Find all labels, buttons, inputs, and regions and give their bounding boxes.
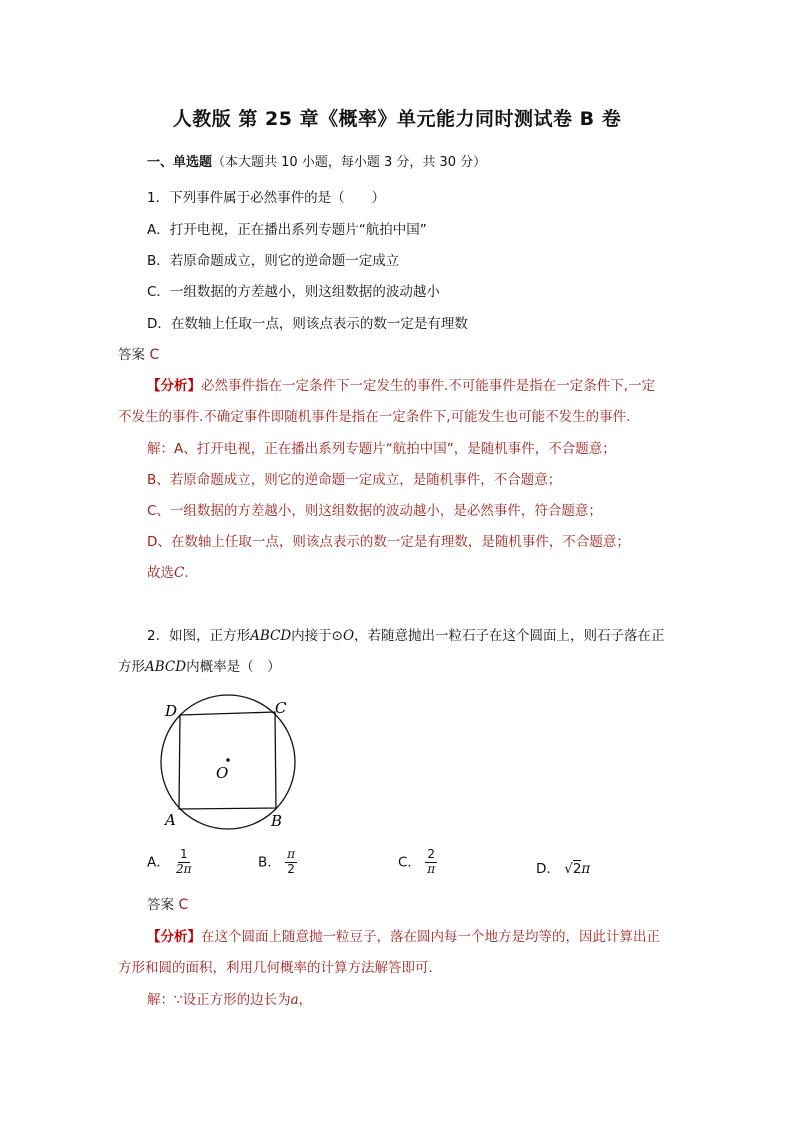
analysis-text: 必然事件指在一定条件下一定发生的事件.不可能事件是指在一定条件下,一定 <box>201 378 656 394</box>
answer-label: 答案 <box>147 897 174 913</box>
q1-option-c: C．一组数据的方差越小，则这组数据的波动越小 <box>147 284 440 300</box>
q2-option-c <box>398 848 437 877</box>
conclusion-choice: C <box>174 565 185 581</box>
solution-prefix: 解：∵设正方形的边长为 <box>147 992 291 1008</box>
q1-option-a: A．打开电视，正在播出系列专题片“航拍中国” <box>147 222 427 238</box>
q2-option-b <box>258 848 297 877</box>
q1-solution-b: B、若原命题成立，则它的逆命题一定成立，是随机事件，不合题意； <box>147 472 562 488</box>
q2-stem-part: 内接于⊙ <box>291 628 343 644</box>
q1-option-b: B．若原命题成立，则它的逆命题一定成立 <box>147 253 400 269</box>
q2-stem-line1 <box>147 624 665 644</box>
q2-analysis-line2: 方形和圆的面积，利用几何概率的计算方法解答即可． <box>118 960 442 976</box>
q2-analysis-line1 <box>147 925 660 945</box>
fraction-denominator: π <box>427 861 436 876</box>
q1-analysis-line2: 不发生的事件.不确定事件即随机事件是指在一定条件下,可能发生也可能不发生的事件. <box>118 409 631 425</box>
sqrt-radicand: 2 <box>572 861 582 877</box>
vertex-label-a: A <box>165 811 176 829</box>
answer-value: C <box>149 347 160 363</box>
sqrt-sign-icon: √ <box>564 861 573 877</box>
q1-conclusion <box>147 561 189 581</box>
section-title: 一、单选题 <box>147 155 213 170</box>
option-label: A． <box>147 854 170 871</box>
q2-option-d <box>536 857 590 877</box>
option-label: B． <box>258 854 281 871</box>
fraction-denominator: 2π <box>176 861 192 876</box>
q1-stem: 1．下列事件属于必然事件的是（ ） <box>147 190 386 206</box>
center-label-o: O <box>216 764 229 782</box>
q1-solution-c: C、一组数据的方差越小，则这组数据的波动越小，是必然事件，符合题意； <box>147 503 602 519</box>
q1-answer <box>118 343 159 363</box>
q1-solution-a: 解：A、打开电视，正在播出系列专题片“航拍中国”，是随机事件，不合题意； <box>147 441 616 457</box>
q2-square-name: ABCD <box>250 628 292 644</box>
inscribed-square-figure <box>155 688 305 833</box>
q2-stem-part: ，若随意抛出一粒石子在这个圆面上，则石子落在正 <box>354 628 665 644</box>
option-label: D． <box>536 861 560 877</box>
answer-label: 答案 <box>118 347 145 363</box>
analysis-text: 在这个圆面上随意抛一粒豆子，落在圆内每一个地方是均等的，因此计算出正 <box>201 929 660 945</box>
q2-circle-name: O <box>342 628 355 644</box>
option-fraction <box>174 848 194 877</box>
fraction-numerator: 1 <box>179 847 188 861</box>
page-title: 人教版 第 25 章《概率》单元能力同时测试卷 B 卷 <box>172 108 622 130</box>
q1-solution-d: D、在数轴上任取一点，则该点表示的数一定是有理数，是随机事件，不合题意； <box>147 534 630 550</box>
option-fraction <box>425 848 437 877</box>
fraction-denominator: 2 <box>287 861 295 876</box>
fraction-numerator: π <box>287 847 295 861</box>
analysis-tag: 【分析】 <box>147 378 201 394</box>
q2-option-a <box>147 848 194 877</box>
section-heading <box>147 151 486 170</box>
q2-stem-part: 2．如图，正方形 <box>147 628 251 644</box>
vertex-label-d: D <box>165 702 178 720</box>
q2-stem-line2 <box>118 655 281 675</box>
q2-answer <box>147 893 188 913</box>
sqrt-suffix: π <box>581 861 591 877</box>
q1-option-d: D．在数轴上任取一点，则该点表示的数一定是有理数 <box>147 316 468 332</box>
solution-suffix: ， <box>298 992 313 1008</box>
q2-solution <box>147 988 312 1008</box>
q1-analysis-line1 <box>147 374 655 394</box>
answer-value: C <box>178 897 189 913</box>
sqrt-expression <box>564 860 590 877</box>
vertex-label-c: C <box>275 699 287 717</box>
option-fraction <box>285 848 297 877</box>
q2-stem-part: 内概率是（ ） <box>186 659 281 675</box>
q2-stem-part: 方形 <box>118 659 145 675</box>
conclusion-suffix: . <box>184 565 189 581</box>
section-note: （本大题共 10 小题，每小题 3 分，共 30 分） <box>212 155 487 170</box>
option-label: C． <box>398 854 421 871</box>
analysis-tag: 【分析】 <box>147 929 201 945</box>
fraction-numerator: 2 <box>427 847 435 861</box>
solution-var: a <box>290 992 299 1008</box>
center-point <box>226 758 230 762</box>
conclusion-prefix: 故选 <box>147 565 174 581</box>
q2-square-name-2: ABCD <box>145 659 187 675</box>
vertex-label-b: B <box>271 812 283 830</box>
